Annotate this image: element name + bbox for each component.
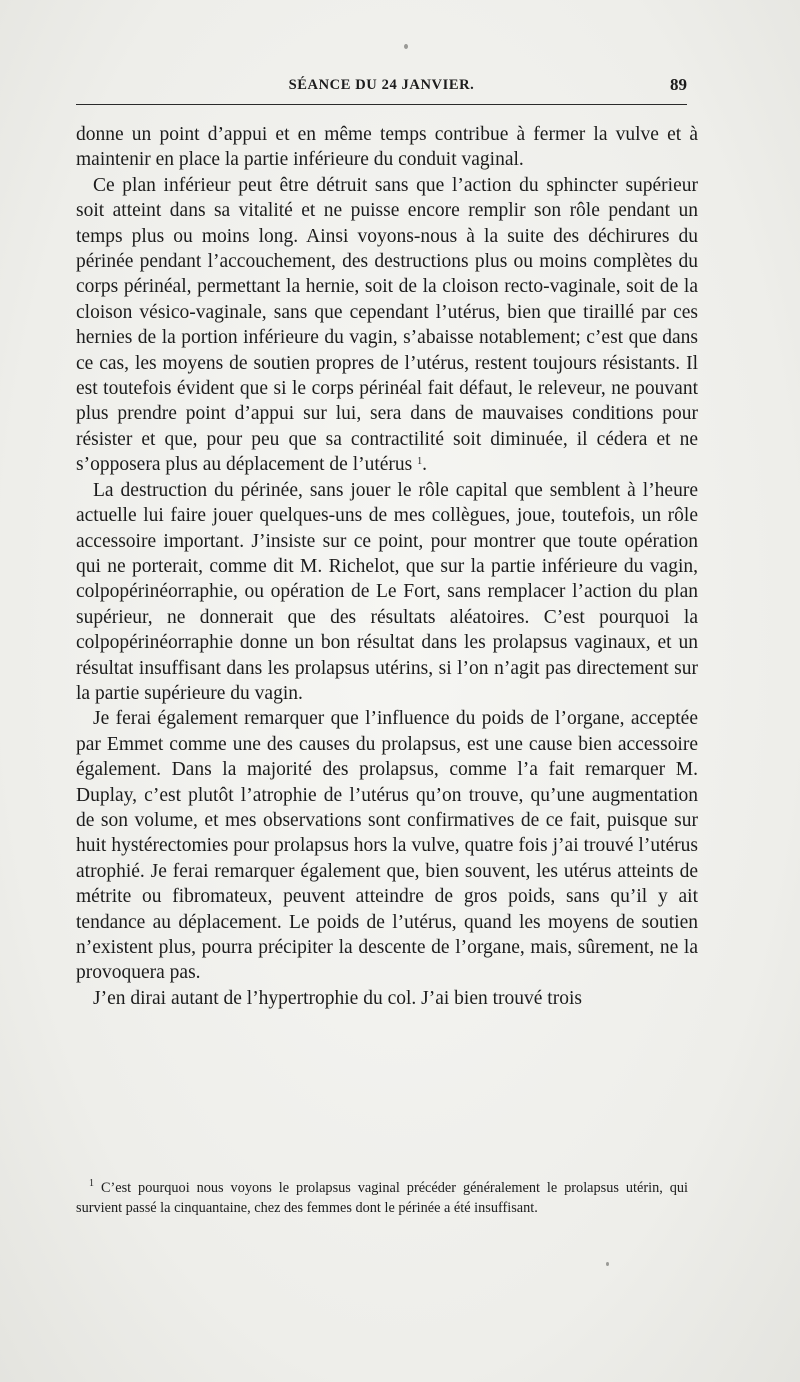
- paragraph: Je ferai également remarquer que l’influence du poids de l’organe, acceptée par Emmet comme une des causes du prolapsus, est une cause bien accessoire également. Dans la majorité des prolapsus, comme l’a fait remarquer M. Duplay, c’est plutôt l’atrophie de l’utérus qu’on trouve, qu’une augmentation de son volume, et mes observations sont confirmatives de ce fait, puisque sur huit hystérectomies pour prolapsus hors la vulve, quatre fois j’ai trouvé l’utérus atrophié. Je ferai remarquer également que, bien souvent, les utérus atteints de métrite ou fibromateux, peuvent atteindre de gros poids, sans qu’il y ait tendance au déplacement. Le poids de l’utérus, quand les moyens de soutien n’existent plus, pourra précipiter la descente de l’organe, mais, sûrement, ne la provoquera pas.: [76, 708, 698, 984]
- footnote-marker: 1: [89, 1178, 94, 1189]
- running-head: SÉANCE DU 24 JANVIER.: [288, 77, 475, 93]
- footnote-reference: 1: [417, 456, 423, 468]
- page-number: 89: [670, 75, 687, 94]
- ink-speck: [404, 44, 408, 49]
- paragraph-tail: .: [422, 454, 428, 476]
- footnote-text: C’est pourquoi nous voyons le prolapsus vaginal précéder généralement le prolapsus utérin, qui survient passé la cinquantaine, chez des femmes dont le périnée a été insuffisant.: [76, 1180, 688, 1216]
- header-rule: [76, 104, 687, 105]
- paragraph: La destruction du périnée, sans jouer le rôle capital que semblent à l’heure actuelle lui faire jouer quelques-uns de mes collègues, joue, toutefois, un rôle accessoire important. J’insiste sur ce point, pour montrer que toute opération qui ne porterait, comme dit M. Richelot, que sur la partie inférieure du vagin, colpopérinéorraphie, ou opération de Le Fort, sans remplacer l’action du plan supérieur, ne donnerait que des résultats aléatoires. C’est pourquoi la colpopérinéorraphie donne un bon résultat dans les prolapsus vaginaux, et un résultat insuffisant dans les prolapsus utérins, si l’on n’agit pas directement sur la partie supérieure du vagin.: [76, 479, 698, 704]
- paragraph: J’en dirai autant de l’hypertrophie du col. J’ai bien trouvé trois: [93, 987, 582, 1009]
- footnote: [76, 1178, 688, 1218]
- page-header: [76, 74, 687, 96]
- footnotes: [76, 1178, 688, 1218]
- paragraph: [76, 173, 698, 478]
- body-text: [76, 122, 698, 1011]
- ink-speck: [606, 1262, 609, 1266]
- paragraph-continued: donne un point d’appui et en même temps contribue à fermer la vulve et à maintenir en place la partie inférieure du conduit vaginal.: [76, 124, 698, 171]
- paragraph-text: Ce plan inférieur peut être détruit sans que l’action du sphincter supérieur soit atteint dans sa vitalité et ne puisse encore remplir son rôle pendant un temps plus ou moins long. Ainsi voyons-nous à la suite des déchirures du périnée pendant l’accouchement, des destructions plus ou moins complètes du corps périnéal, permettant la hernie, soit de la cloison recto-vaginale, soit de la cloison vésico-vaginale, sans que cependant l’utérus, bien que tiraillé par ces hernies de la portion inférieure du vagin, s’abaisse notablement; c’est que dans ce cas, les moyens de soutien propres de l’utérus, restent toujours résistants. Il est toutefois évident que si le corps périnéal fait défaut, le releveur, ne pouvant plus prendre point d’appui sur lui, sera dans de mauvaises conditions pour résister et que, pour peu que sa contractilité soit diminuée, il cédera et ne s’opposera plus au déplacement de l’utérus: [76, 174, 698, 476]
